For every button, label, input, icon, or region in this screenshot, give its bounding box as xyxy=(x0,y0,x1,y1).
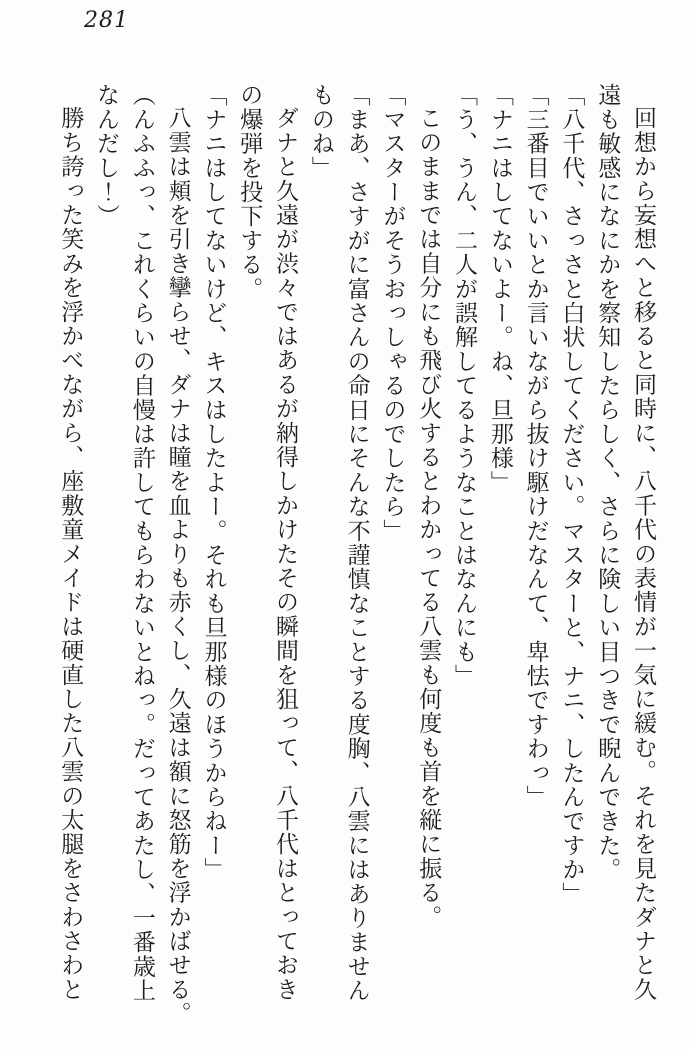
text-paragraph: 「う、うん、二人が誤解してるようなことはなんにも」 xyxy=(451,83,478,688)
text-paragraph: 「ナニはしてないけど、キスはしたよー。それも旦那様のほうからねー」 xyxy=(200,83,227,882)
page-text xyxy=(51,83,660,1028)
text-paragraph: 「ナニはしてないよー。ね、旦那様」 xyxy=(486,83,513,495)
text-paragraph: 勝ち誇った笑みを浮かべながら、座敷童メイドは硬直した八雲の太腿をさわさわと xyxy=(57,106,84,1002)
text-paragraph: 「八千代、さっさと白状してください。マスターと、ナニ、したんですか」 xyxy=(558,83,585,906)
text-paragraph: （んふふっ、これくらいの自慢は許してもらわないとねっ。だってあたし、一番歳上 なんだし！） xyxy=(93,83,155,1003)
text-paragraph: ダナと久遠が渋々ではあるが納得しかけたその瞬間を狙って、八千代はとっておき の爆弾を投下する。 xyxy=(236,83,299,1002)
text-paragraph: 回想から妄想へと移ると同時に、八千代の表情が一気に緩む。それを見たダナと久 遠も敏感になにかを察知したらしく、さらに険しい目つきで睨んできた。 xyxy=(594,83,656,1002)
text-paragraph: 「マスターがそうおっしゃるのでしたら」 xyxy=(379,83,406,543)
text-paragraph: このままでは自分にも飛び火するとわかってる八雲も何度も首を縦に振る。 xyxy=(415,106,442,929)
text-paragraph: 「三番目でいいとか言いながら抜け駆けだなんて、卑怯ですわっ」 xyxy=(522,83,549,809)
text-paragraph: 「まあ、さすがに富さんの命日にそんな不謹慎なことする度胸、八雲にはありません ものね」 xyxy=(307,83,370,1003)
text-paragraph: 八雲は頬を引き攣らせ、ダナは瞳を血よりも赤くし、久遠は額に怒筋を浮かばせる。 xyxy=(164,106,191,1026)
page-number: 281 xyxy=(84,8,129,33)
